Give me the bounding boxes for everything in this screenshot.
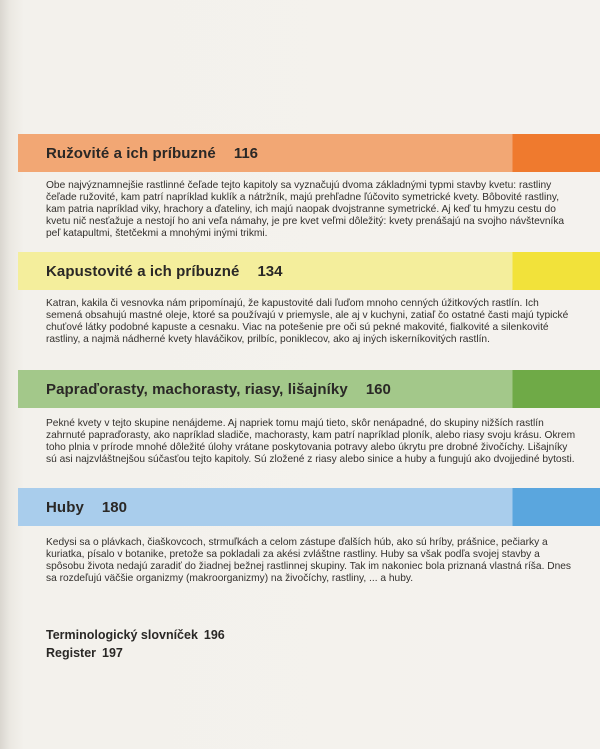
section-title: Ružovité a ich príbuzné	[46, 144, 216, 162]
footer-label: Register	[46, 646, 97, 660]
section-page-number: 160	[365, 380, 391, 398]
footer-page-number: 196	[203, 628, 225, 642]
section-page-number: 180	[101, 498, 127, 516]
section-description: Katran, kakila či vesnovka nám pripomínajú, že kapustovité dali ľuďom mnoho cenných úžitkových rastlín. Ich semená obsahujú mastné oleje, ktoré sa používajú v priemysle, ale aj v kuchyni, zatiaľ čo ostatné časti majú typické chuťové látky podobné kapuste a cesnaku. Viac na potešenie pre oči sú pekné makovité, fialkovité a silenkovité rastliny, a najmä nádherné kvety hlaváčikov, prilbíc, poniklecov, ako aj iných iskerníkovitých rastlín.	[46, 298, 569, 345]
footer-label: Terminologický slovníček	[46, 628, 198, 642]
footer-page-number: 197	[102, 646, 123, 660]
section-description: Kedysi sa o plávkach, čiaškovcoch, strmuľkách a celom zástupe ďalších húb, ako sú hríby, prášnice, pečiarky a kuriatka, písalo v botanike, pretože sa pokladali za akési zvláštne rastliny. Huby sa však podľa svojej stavby a spôsobu života nedajú zaradiť do žiadnej bežnej rastlinnej skupiny. Tak im nakoniec bola priznaná vlastná ríša. Dnes sa rozdeľujú väčšie organizmy (makroorganizmy) na živočíchy, rastliny, ... a huby.	[46, 537, 572, 584]
section-title: Huby	[46, 498, 84, 516]
footer-entry-register	[46, 646, 123, 660]
section-page-number: 116	[233, 144, 259, 162]
section-header-papradorasty	[18, 370, 600, 408]
section-header-kapustovite	[18, 252, 600, 290]
section-title: Kapustovité a ich príbuzné	[46, 262, 240, 280]
section-header-ruzovite	[18, 134, 600, 172]
section-header-huby	[18, 488, 600, 526]
section-title: Papraďorasty, machorasty, riasy, lišajníky	[46, 380, 348, 398]
section-page-number: 134	[257, 262, 283, 280]
section-description: Pekné kvety v tejto skupine nenájdeme. Aj napriek tomu majú tieto, skôr nenápadné, do skupiny nižších rastlín zahrnuté papraďorasty, ako napríklad sladiče, machorasty, kam patrí napríklad ploník, alebo riasy svoju krásu. Okrem toho plnia v prírode mnohé dôležité úlohy vrátane poskytovania potravy alebo úkrytu pre drobné živočíchy. Lišajníky sú asi najzvláštnejšou súčasťou tejto kapitoly. Sú zložené z riasy alebo sinice a huby a fungujú ako dvojjediné bytosti.	[46, 418, 576, 465]
section-description: Obe najvýznamnejšie rastlinné čeľade tejto kapitoly sa vyznačujú dvoma základnými typmi stavby kvetu: rastliny čeľade ružovité, kam patrí napríklad kuklík a nátržník, majú prehľadne ľúčovito symetrické kvety. Bôbovité rastliny, kam patria napríklad viky, hrachory a ďateliny, ich majú naopak dvojstranne symetrické. Aj keď tu hmyzu cestu do kvetu nič nesťažuje a nestojí ho ani veľa námahy, je pre kvet veľmi dôležitý: kvety prenášajú na svojho návštevníka peľ katapultmi, štetčekmi a mnohými inými trikmi.	[46, 180, 565, 239]
footer-entry-glossary	[46, 628, 225, 642]
